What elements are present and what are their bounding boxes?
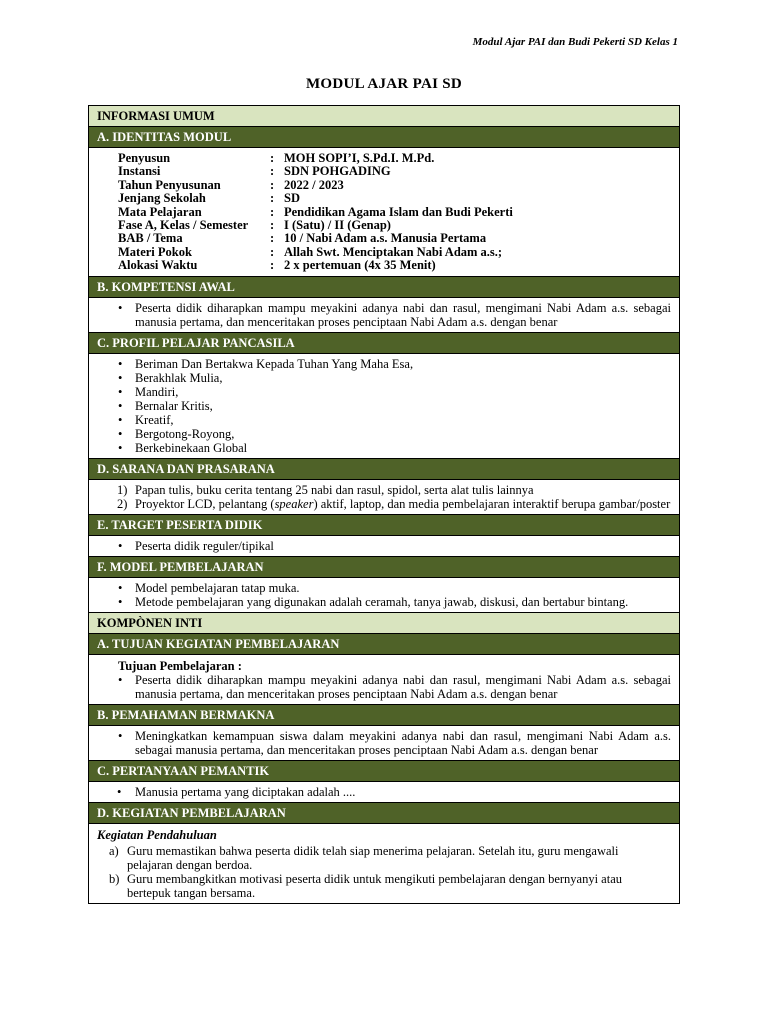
list-item: • Bernalar Kritis, — [135, 399, 671, 413]
tujuan-kegiatan-section — [89, 655, 679, 705]
pertanyaan-pemantik-header: C. PERTANYAAN PEMANTIK — [89, 761, 679, 782]
list-marker: a) — [109, 843, 119, 858]
identitas-colon: : — [270, 258, 275, 273]
tujuan-kegiatan-header: A. TUJUAN KEGIATAN PEMBELAJARAN — [89, 634, 679, 655]
identitas-colon: : — [270, 151, 275, 165]
list-item-text: Proyektor LCD, pelantang ( — [135, 496, 275, 511]
informasi-umum-header: INFORMASI UMUM — [89, 106, 679, 127]
model-pembelajaran-header: F. MODEL PEMBELAJARAN — [89, 557, 679, 578]
identitas-label: Fase A, Kelas / Semester — [118, 217, 249, 232]
kompetensi-awal-header: B. KOMPETENSI AWAL — [89, 277, 679, 298]
list-item: • Manusia pertama yang diciptakan adalah .... — [135, 785, 671, 799]
list-item: • Berakhlak Mulia, — [135, 371, 671, 385]
identitas-row — [118, 232, 671, 245]
identitas-colon: : — [270, 231, 275, 246]
identitas-colon: : — [270, 191, 275, 206]
list-item: • Bergotong-Royong, — [135, 427, 671, 441]
target-peserta-header: E. TARGET PESERTA DIDIK — [89, 515, 679, 536]
list-item-text: Guru memastikan bahwa peserta didik telah siap menerima pelajaran. Setelah itu, guru mengawali pelajaran dengan berdoa. — [127, 843, 619, 872]
list-item-text: Papan tulis, buku cerita tentang 25 nabi dan rasul, spidol, serta alat tulis lainnya — [135, 482, 534, 497]
identitas-label: Jenjang Sekolah — [118, 191, 206, 206]
list-item: • Peserta didik diharapkan mampu meyakini adanya nabi dan rasul, mengimani Nabi Adam a.s. sebagai manusia pertama, dan menceritakan proses penciptaan Nabi Adam a.s. dengan benar — [135, 301, 671, 329]
list-item: • Mandiri, — [135, 385, 671, 399]
list-item-text: Guru membangkitkan motivasi peserta didik untuk mengikuti pembelajaran dengan bernyanyi atau bertepuk tangan bersama. — [127, 871, 623, 900]
identitas-row — [118, 179, 671, 192]
identitas-label: Instansi — [118, 164, 161, 179]
identitas-row — [118, 246, 671, 259]
identitas-row — [118, 165, 671, 178]
identitas-modul-section — [89, 148, 679, 277]
komponen-inti-header: KOMPÒNEN INTI — [89, 613, 679, 634]
identitas-value: Allah Swt. Menciptakan Nabi Adam a.s.; — [284, 244, 503, 259]
identitas-row — [118, 152, 671, 165]
identitas-value: Pendidikan Agama Islam dan Budi Pekerti — [284, 204, 513, 219]
list-item-text: ) aktif, laptop, dan media pembelajaran interaktif berupa gambar/poster — [313, 496, 671, 511]
profil-pancasila-header: C. PROFIL PELAJAR PANCASILA — [89, 333, 679, 354]
profil-pancasila-section — [89, 354, 679, 459]
list-item: • Metode pembelajaran yang digunakan adalah ceramah, tanya jawab, diskusi, dan bertabur bintang. — [135, 595, 671, 609]
identitas-row — [118, 206, 671, 219]
pemahaman-bermakna-header: B. PEMAHAMAN BERMAKNA — [89, 705, 679, 726]
pemahaman-bermakna-section — [89, 726, 679, 761]
tujuan-label: Tujuan Pembelajaran : — [118, 658, 242, 673]
identitas-colon: : — [270, 244, 275, 259]
identitas-row — [118, 219, 671, 232]
list-marker: 1) — [117, 482, 128, 497]
list-item: • Berkebinekaan Global — [135, 441, 671, 455]
identitas-label: BAB / Tema — [118, 231, 183, 246]
model-pembelajaran-section — [89, 578, 679, 613]
sarana-prasarana-header: D. SARANA DAN PRASARANA — [89, 459, 679, 480]
running-header: Modul Ajar PAI dan Budi Pekerti SD Kelas 1 — [472, 36, 678, 48]
document-title: MODUL AJAR PAI SD — [305, 76, 463, 92]
kegiatan-pembelajaran-section — [89, 824, 679, 903]
identitas-modul-header: A. IDENTITAS MODUL — [89, 127, 679, 148]
identitas-label: Penyusun — [118, 151, 171, 165]
kompetensi-awal-section — [89, 298, 679, 333]
list-item: • Peserta didik reguler/tipikal — [135, 539, 671, 553]
identitas-colon: : — [270, 177, 275, 192]
identitas-value: 10 / Nabi Adam a.s. Manusia Pertama — [284, 231, 487, 246]
identitas-value: I (Satu) / II (Genap) — [284, 217, 391, 232]
list-item — [109, 871, 667, 900]
identitas-value: 2 x pertemuan (4x 35 Menit) — [284, 258, 436, 273]
identitas-label: Tahun Penyusunan — [118, 177, 221, 192]
kegiatan-pembelajaran-header: D. KEGIATAN PEMBELAJARAN — [89, 803, 679, 824]
identitas-colon: : — [270, 217, 275, 232]
list-item: • Model pembelajaran tatap muka. — [135, 581, 671, 595]
identitas-value: 2022 / 2023 — [284, 177, 344, 192]
identitas-value: SDN POHGADING — [284, 164, 391, 179]
list-item: • Beriman Dan Bertakwa Kepada Tuhan Yang Maha Esa, — [135, 357, 671, 371]
sarana-prasarana-section — [89, 480, 679, 515]
identitas-row — [118, 259, 671, 272]
list-item: • Meningkatkan kemampuan siswa dalam meyakini adanya nabi dan rasul, mengimani Nabi Adam a.s. sebagai manusia pertama, dan menceritakan proses penciptaan Nabi Adam a.s. dengan benar — [135, 729, 671, 757]
list-marker: 2) — [117, 496, 128, 511]
list-item-italic-text: speaker — [274, 496, 314, 511]
module-table — [88, 105, 680, 904]
list-item: • Peserta didik diharapkan mampu meyakini adanya nabi dan rasul, mengimani Nabi Adam a.s. sebagai manusia pertama, dan menceritakan proses penciptaan Nabi Adam a.s. dengan benar — [135, 673, 671, 701]
identitas-label: Mata Pelajaran — [118, 204, 202, 219]
list-item — [117, 496, 671, 511]
kegiatan-subheading: Kegiatan Pendahuluan — [97, 827, 217, 842]
identitas-value: MOH SOPI’I, S.Pd.I. M.Pd. — [284, 151, 435, 165]
target-peserta-section — [89, 536, 679, 557]
identitas-label: Materi Pokok — [118, 244, 192, 259]
list-marker: b) — [109, 871, 120, 886]
identitas-colon: : — [270, 164, 275, 179]
pertanyaan-pemantik-section — [89, 782, 679, 803]
identitas-label: Alokasi Waktu — [118, 258, 198, 273]
list-item — [109, 843, 667, 872]
list-item — [117, 482, 671, 497]
identitas-colon: : — [270, 204, 275, 219]
identitas-row — [118, 192, 671, 205]
identitas-value: SD — [284, 191, 300, 206]
list-item: • Kreatif, — [135, 413, 671, 427]
